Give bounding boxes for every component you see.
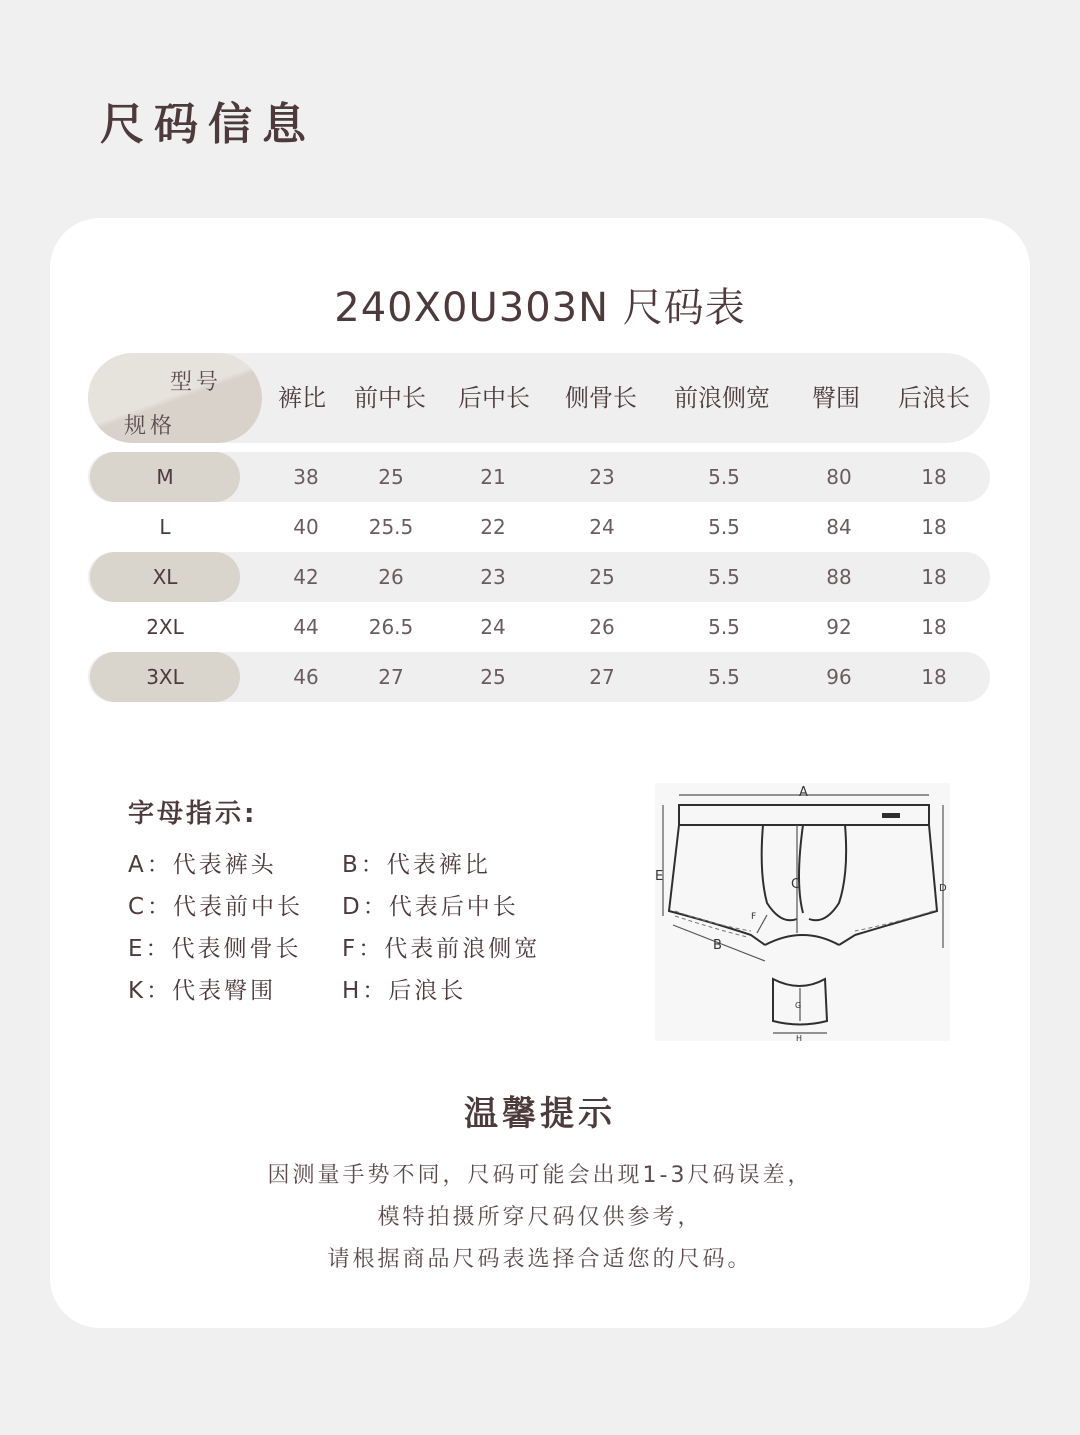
table-cell: 5.5 bbox=[708, 665, 740, 689]
diagram-label-a: A bbox=[799, 785, 808, 800]
table-row bbox=[88, 502, 990, 552]
table-cell: 24 bbox=[480, 615, 506, 639]
table-cell: 42 bbox=[293, 565, 319, 589]
table-cell: 38 bbox=[293, 465, 319, 489]
table-cell: 96 bbox=[826, 665, 852, 689]
diagram-label-c: C bbox=[791, 877, 801, 892]
table-cell: 88 bbox=[826, 565, 852, 589]
size-label: 3XL bbox=[90, 652, 240, 702]
legend-item: C：代表前中长 bbox=[128, 894, 304, 920]
table-cell: 84 bbox=[826, 515, 852, 539]
diagram-label-h: H bbox=[796, 1034, 803, 1041]
table-cell: 5.5 bbox=[708, 465, 740, 489]
table-cell: 5.5 bbox=[708, 615, 740, 639]
legend-item: B：代表裤比 bbox=[342, 852, 491, 878]
column-header: 臀围 bbox=[812, 384, 860, 412]
table-cell: 46 bbox=[293, 665, 319, 689]
tips-line: 因测量手势不同，尺码可能会出现1-3尺码误差， bbox=[267, 1163, 813, 1188]
legend-title: 字母指示: bbox=[128, 799, 258, 829]
size-label: M bbox=[90, 452, 240, 502]
table-cell: 25.5 bbox=[368, 515, 414, 539]
table-row bbox=[88, 552, 990, 602]
table-cell: 18 bbox=[921, 465, 947, 489]
legend-item: F：代表前浪侧宽 bbox=[342, 936, 541, 962]
table-cell: 27 bbox=[378, 665, 404, 689]
table-title: 240X0U303N 尺码表 bbox=[334, 285, 746, 331]
table-cell: 44 bbox=[293, 615, 319, 639]
table-row bbox=[88, 602, 990, 652]
legend-item: D：代表后中长 bbox=[342, 894, 519, 920]
diagram-label-g: G bbox=[795, 1001, 802, 1010]
corner-spec-label: 规格 bbox=[124, 414, 177, 439]
table-row bbox=[88, 652, 990, 702]
table-cell: 27 bbox=[589, 665, 615, 689]
table-cell: 5.5 bbox=[708, 515, 740, 539]
table-cell: 25 bbox=[480, 665, 506, 689]
table-cell: 26 bbox=[378, 565, 404, 589]
tips-title: 温馨提示 bbox=[464, 1094, 616, 1134]
table-cell: 5.5 bbox=[708, 565, 740, 589]
legend-item: K：代表臀围 bbox=[128, 978, 277, 1004]
size-label: L bbox=[159, 515, 171, 539]
size-label: XL bbox=[90, 552, 240, 602]
table-cell: 24 bbox=[589, 515, 615, 539]
table-cell: 21 bbox=[480, 465, 506, 489]
column-header: 前浪侧宽 bbox=[674, 384, 770, 412]
diagram-label-d: D bbox=[939, 883, 947, 894]
table-cell: 18 bbox=[921, 565, 947, 589]
table-cell: 80 bbox=[826, 465, 852, 489]
table-cell: 26.5 bbox=[368, 615, 414, 639]
page-title: 尺码信息 bbox=[100, 99, 316, 150]
legend-item: A：代表裤头 bbox=[128, 852, 277, 878]
table-cell: 23 bbox=[480, 565, 506, 589]
tips-line: 模特拍摄所穿尺码仅供参考， bbox=[377, 1205, 703, 1230]
corner-model-label: 型号 bbox=[170, 370, 223, 395]
diagram-label-e: E bbox=[655, 869, 664, 884]
column-header: 侧骨长 bbox=[565, 384, 637, 412]
diagram-label-f: F bbox=[751, 912, 757, 922]
table-header-row bbox=[88, 353, 990, 443]
column-header: 前中长 bbox=[354, 384, 426, 412]
column-header: 后中长 bbox=[458, 384, 530, 412]
diagram-label-b: B bbox=[713, 938, 722, 953]
table-cell: 26 bbox=[589, 615, 615, 639]
table-cell: 18 bbox=[921, 515, 947, 539]
table-cell: 18 bbox=[921, 665, 947, 689]
tips-line: 请根据商品尺码表选择合适您的尺码。 bbox=[327, 1247, 753, 1272]
table-cell: 25 bbox=[589, 565, 615, 589]
table-cell: 22 bbox=[480, 515, 506, 539]
table-cell: 92 bbox=[826, 615, 852, 639]
legend-item: H：后浪长 bbox=[342, 978, 467, 1004]
table-row bbox=[88, 452, 990, 502]
table-cell: 40 bbox=[293, 515, 319, 539]
underwear-measurement-diagram bbox=[655, 783, 950, 1041]
size-label: 2XL bbox=[146, 615, 184, 639]
column-header: 裤比 bbox=[278, 384, 326, 412]
header-corner-cell bbox=[88, 353, 262, 443]
table-cell: 23 bbox=[589, 465, 615, 489]
size-card bbox=[50, 218, 1030, 1328]
table-cell: 18 bbox=[921, 615, 947, 639]
legend-item: E：代表侧骨长 bbox=[128, 936, 302, 962]
table-cell: 25 bbox=[378, 465, 404, 489]
column-header: 后浪长 bbox=[898, 384, 970, 412]
